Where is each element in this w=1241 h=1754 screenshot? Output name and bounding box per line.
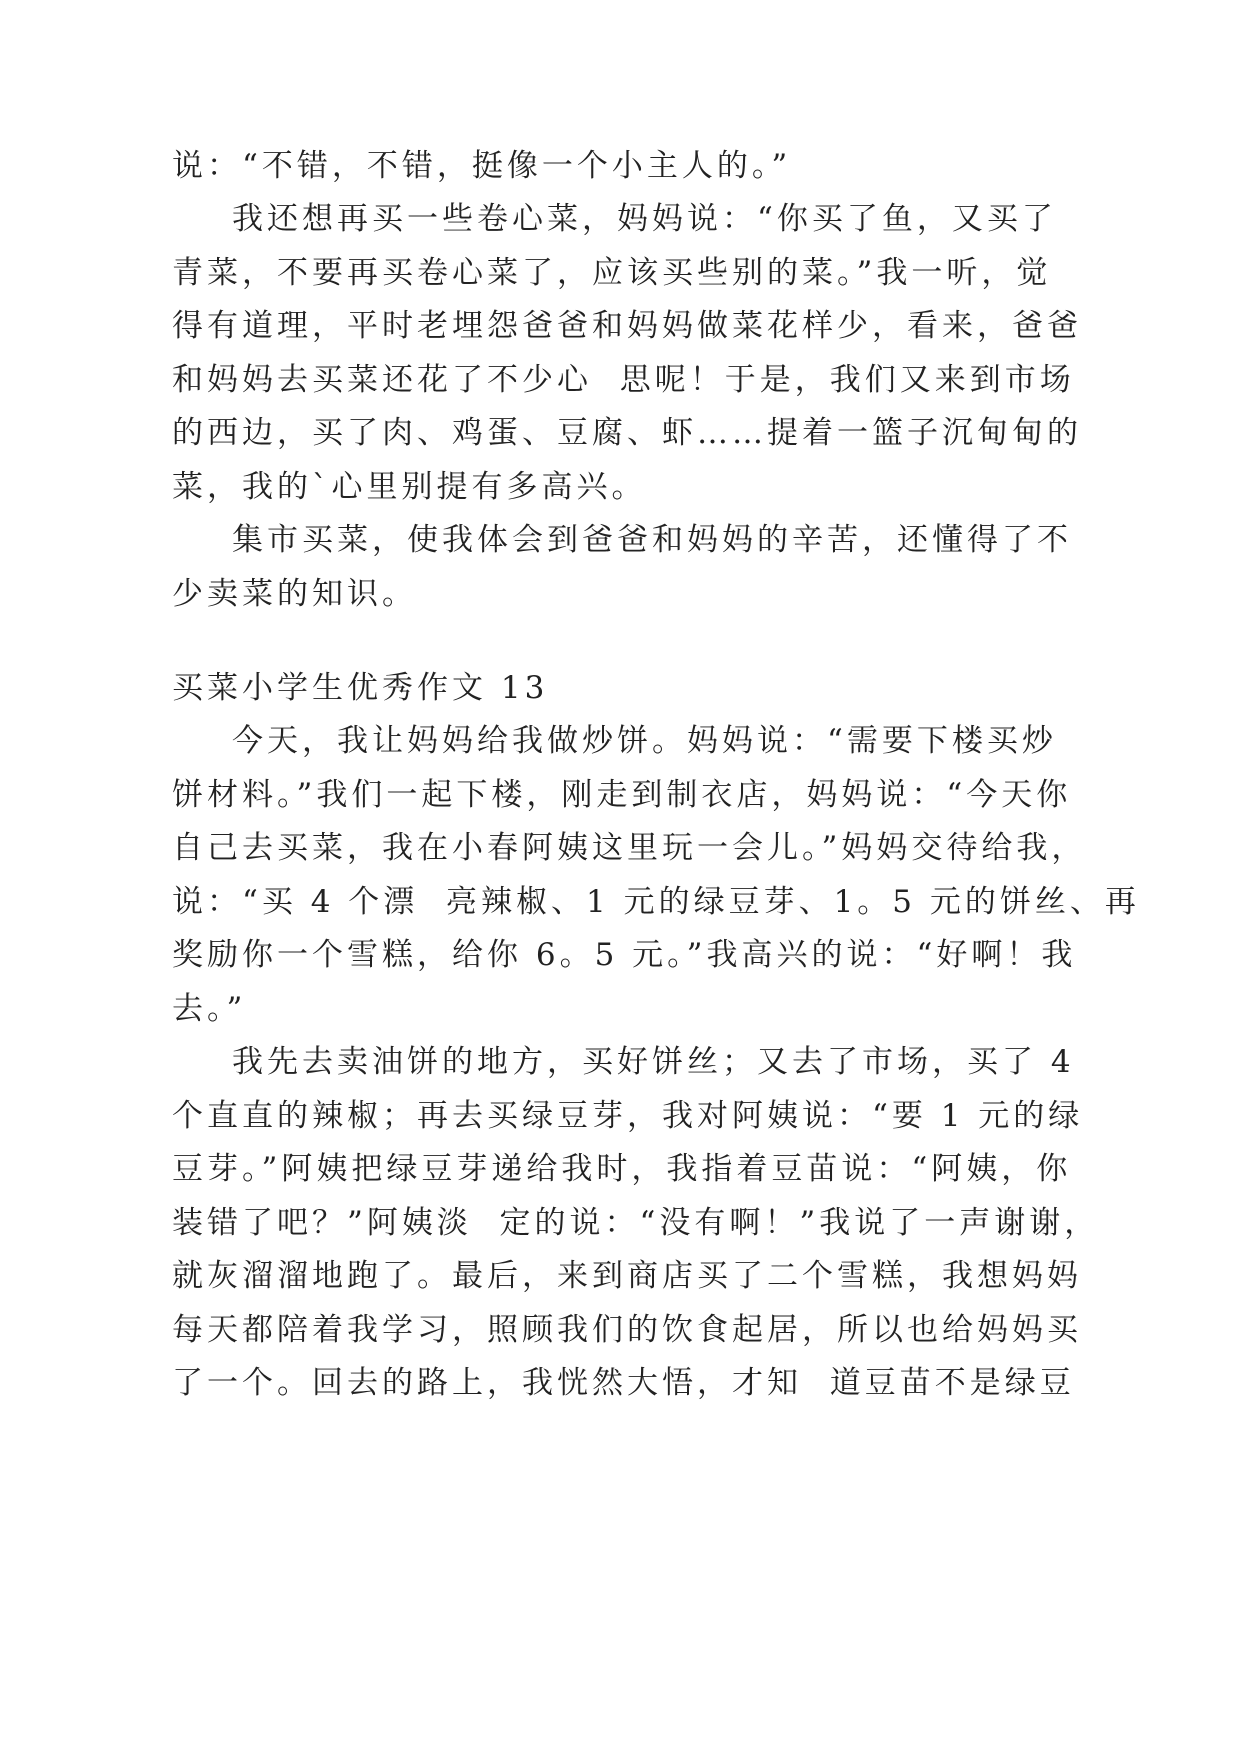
text-line: 奖励你一个雪糕，给你 6。5 元。”我高兴的说：“好啊！我 — [172, 937, 1077, 973]
text-line: 饼材料。”我们一起下楼，刚走到制衣店，妈妈说：“今天你 — [172, 777, 1072, 813]
text-line: 集市买菜，使我体会到爸爸和妈妈的辛苦，还懂得了不 — [232, 522, 1072, 558]
text-line: 装错了吧？”阿姨淡 定的说：“没有啊！”我说了一声谢谢， — [172, 1205, 1100, 1241]
text-line: 了一个。回去的路上，我恍然大悟，才知 道豆苗不是绿豆 — [172, 1365, 1075, 1401]
text-line: 自己去买菜，我在小春阿姨这里玩一会儿。”妈妈交待给我， — [172, 830, 1087, 866]
text-line: 说：“不错，不错，挺像一个小主人的。” — [172, 148, 792, 184]
text-line: 菜，我的`心里别提有多高兴。 — [172, 469, 647, 505]
text-line: 青菜，不要再买卷心菜了，应该买些别的菜。”我一听，觉 — [172, 255, 1052, 291]
text-line: 豆芽。”阿姨把绿豆芽递给我时，我指着豆苗说：“阿姨，你 — [172, 1151, 1072, 1187]
text-line: 每天都陪着我学习，照顾我们的饮食起居，所以也给妈妈买 — [172, 1312, 1082, 1348]
text-line: 我先去卖油饼的地方，买好饼丝；又去了市场，买了 4 — [232, 1044, 1075, 1080]
text-line: 我还想再买一些卷心菜，妈妈说：“你买了鱼，又买了 — [232, 201, 1057, 237]
text-line: 今天，我让妈妈给我做炒饼。妈妈说：“需要下楼买炒 — [232, 723, 1057, 759]
text-line: 和妈妈去买菜还花了不少心 思呢！于是，我们又来到市场 — [172, 362, 1075, 398]
text-line: 就灰溜溜地跑了。最后，来到商店买了二个雪糕，我想妈妈 — [172, 1258, 1082, 1294]
text-line: 得有道理，平时老埋怨爸爸和妈妈做菜花样少，看来，爸爸 — [172, 308, 1082, 344]
section-heading: 买菜小学生优秀作文 13 — [172, 670, 549, 706]
text-line: 说：“买 4 个漂 亮辣椒、1 元的绿豆芽、1。5 元的饼丝、再 — [172, 884, 1140, 920]
text-line: 少卖菜的知识。 — [172, 576, 417, 612]
text-line: 去。” — [172, 991, 247, 1027]
text-line: 个直直的辣椒；再去买绿豆芽，我对阿姨说：“要 1 元的绿 — [172, 1098, 1084, 1134]
text-line: 的西边，买了肉、鸡蛋、豆腐、虾……提着一篮子沉甸甸的 — [172, 415, 1082, 451]
